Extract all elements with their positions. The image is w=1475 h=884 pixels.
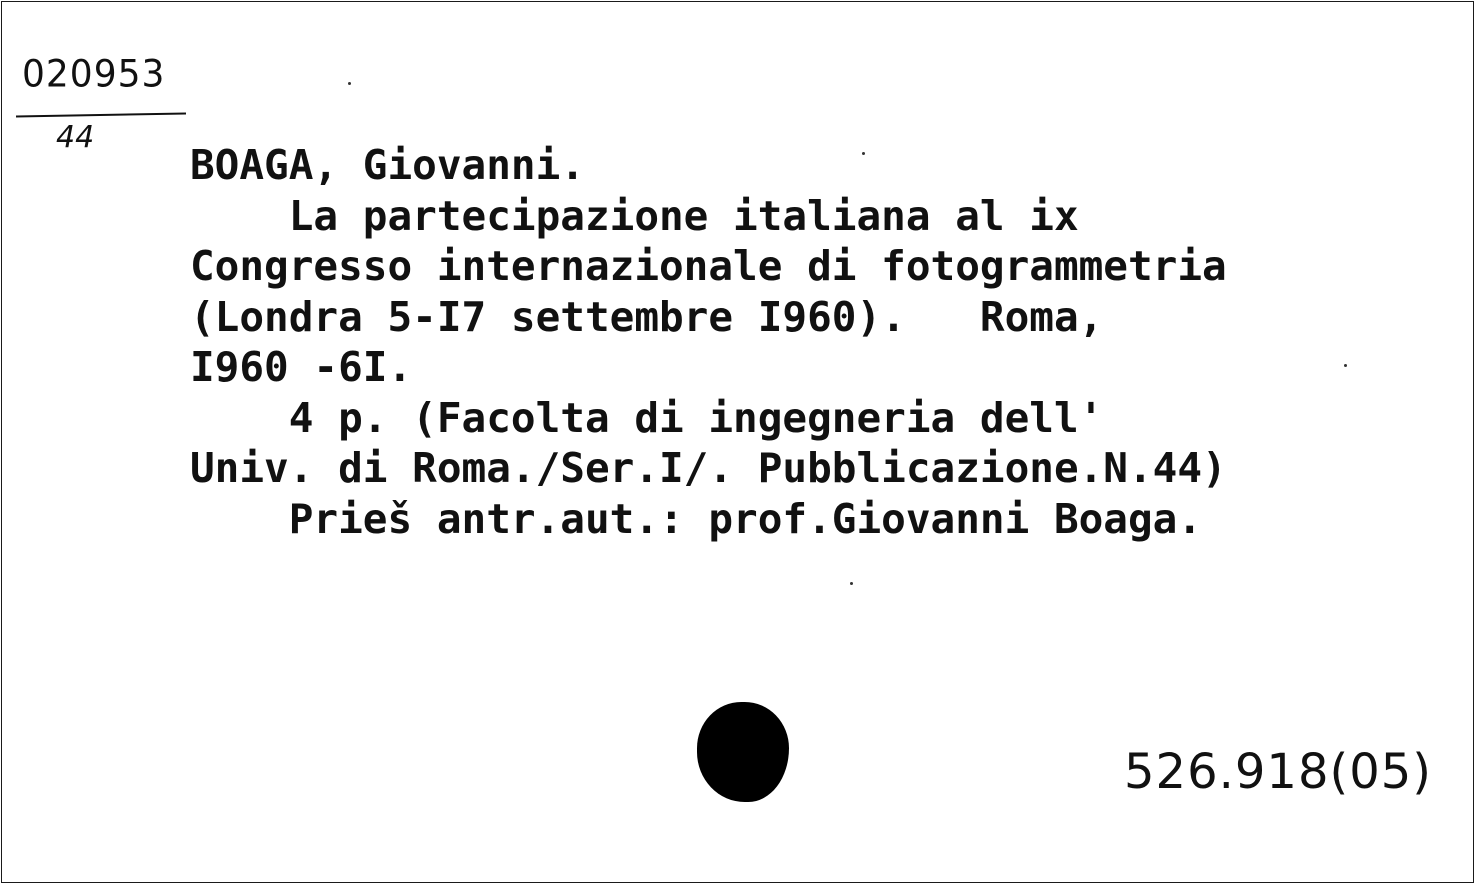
accession-sub-number: 44 <box>56 120 95 155</box>
punch-hole <box>697 702 789 802</box>
entry-line: 4 p. (Facolta di ingegneria dell' <box>190 393 1104 442</box>
entry-line: I960 -6I. <box>190 343 413 391</box>
entry-line: BOAGA, Giovanni. <box>190 141 585 189</box>
entry-line: (Londra 5-I7 settembre I960). Roma, <box>190 292 1104 341</box>
entry-line: Prieš antr.aut.: prof.Giovanni Boaga. <box>190 494 1203 543</box>
entry-line: La partecipazione italiana al ix <box>190 191 1079 240</box>
ink-speck <box>348 82 351 85</box>
ink-speck <box>1344 364 1347 367</box>
entry-line: Congresso internazionale di fotogrammetria <box>190 242 1227 290</box>
ink-speck <box>862 152 865 155</box>
accession-number: 020953 <box>22 52 166 97</box>
card-entry-text <box>190 140 1227 544</box>
catalog-card <box>1 1 1474 883</box>
ink-speck <box>850 582 853 585</box>
classification-number: 526.918(05) <box>1124 744 1433 800</box>
accession-underline <box>16 113 186 118</box>
entry-line: Univ. di Roma./Ser.I/. Pubblicazione.N.44) <box>190 444 1227 492</box>
